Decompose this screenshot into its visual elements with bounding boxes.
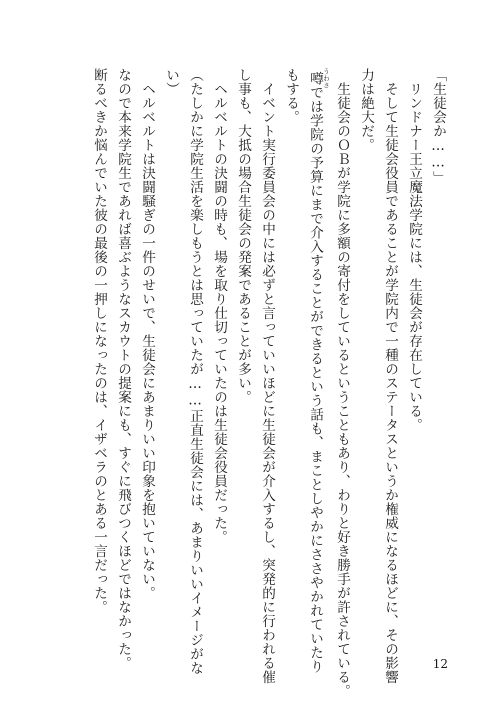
text-line: ヘルベルトの決闘の時も、場を取り仕切っていたのは生徒会役員だった。 <box>211 81 227 544</box>
text-line: 力は絶大だ。 <box>358 68 374 152</box>
text-line: リンドナー王立魔法学院には、生徒会が存在している。 <box>406 81 422 432</box>
text-line: し事も、大抵の場合生徒会の発案であることが多い。 <box>235 68 251 404</box>
text-line: （たしかに学院生活を楽しもうとは思っていたが……正直生徒会には、あまりいいイメージがな <box>187 68 203 675</box>
text-line: 断るべきか悩んでいた彼の最後の一押しになったのは、イザベラのとある一言だった。 <box>91 68 107 614</box>
text-line: イベント実行委員会の中には必ずと言っていいほどに生徒会が介入するし、突発的に行われる催 <box>259 81 275 684</box>
page-number: 12 <box>432 657 448 671</box>
text-line-rest: では学院の予算にまで介入することができるという話も、まことしやかにささやかれていたり <box>307 85 323 674</box>
ruby-reading: うわさ <box>322 68 330 89</box>
text-line: 「生徒会か……」 <box>430 68 446 185</box>
ruby-annotation <box>307 68 330 89</box>
text-line: ヘルベルトは決闘騒ぎの一件のせいで、生徒会にあまりいい印象を抱いていない。 <box>139 81 155 600</box>
text-line: そして生徒会役員であることが学院内で一種のステータスというか権威になるほどに、その影響 <box>382 81 398 684</box>
text-line: 生徒会のＯＢが学院に多額の寄付をしているということもあり、わりと好き勝手が許されている。 <box>334 81 350 698</box>
text-line-with-ruby <box>303 68 330 674</box>
text-line: なので本来学院生であれば喜ぶようなスカウトの提案にも、すぐに飛びつくほどではなかった。 <box>115 68 131 670</box>
ruby-base: 噂 <box>307 68 323 89</box>
text-line: もする。 <box>283 68 299 124</box>
text-line: い） <box>163 68 179 96</box>
